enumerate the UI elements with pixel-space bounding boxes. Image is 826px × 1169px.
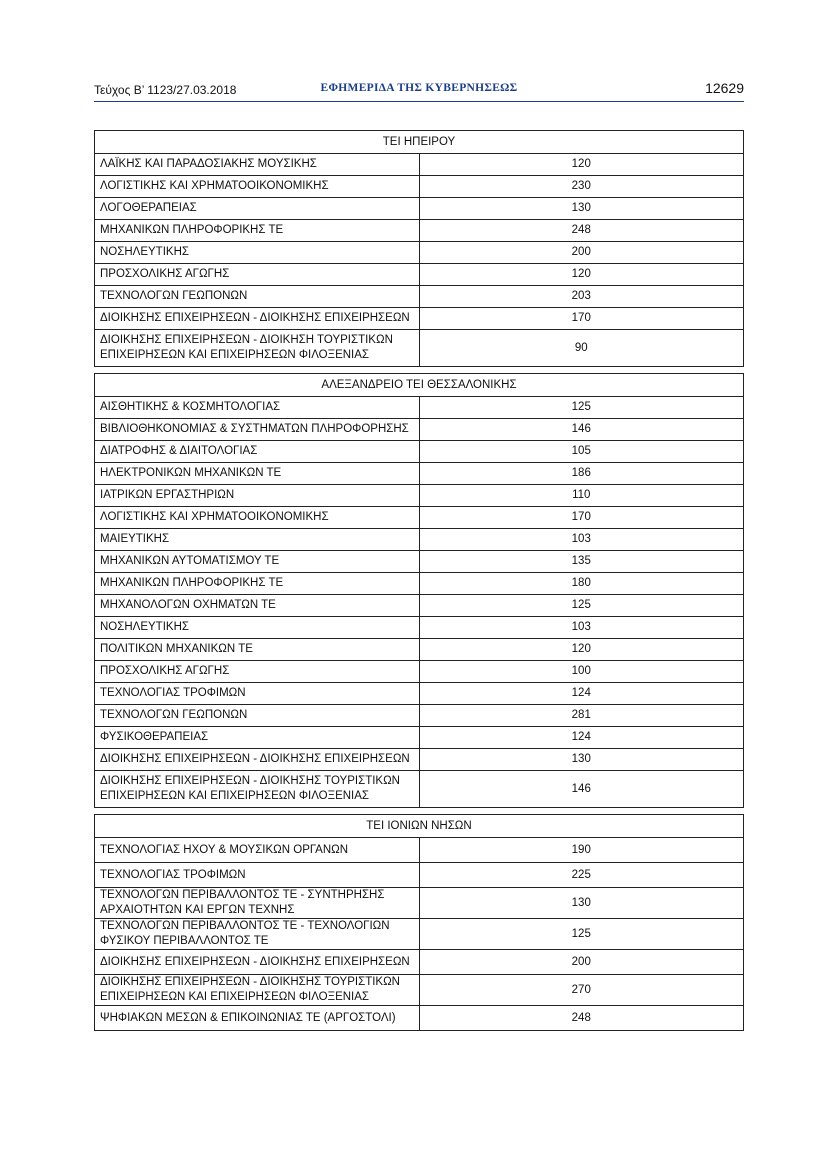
table-row [95, 919, 744, 950]
department-name: ΗΛΕΚΤΡΟΝΙΚΩΝ ΜΗΧΑΝΙΚΩΝ ΤΕ [95, 463, 420, 485]
department-name: ΔΙΟΙΚΗΣΗΣ ΕΠΙΧΕΙΡΗΣΕΩΝ - ΔΙΟΙΚΗΣΗ ΤΟΥΡΙΣΤΙΚΩΝ ΕΠΙΧΕΙΡΗΣΕΩΝ ΚΑΙ ΕΠΙΧΕΙΡΗΣΕΩΝ ΦΙΛΟΞΕΝΙΑΣ [95, 330, 420, 367]
department-value: 225 [419, 863, 744, 888]
department-name: ΠΡΟΣΧΟΛΙΚΗΣ ΑΓΩΓΗΣ [95, 661, 420, 683]
department-value: 125 [419, 397, 744, 419]
table-row [95, 771, 744, 808]
issue-reference: Τεύχος Β’ 1123/27.03.2018 [94, 83, 237, 97]
table-row [95, 485, 744, 507]
table-row [95, 551, 744, 573]
department-value: 170 [419, 507, 744, 529]
department-value: 270 [419, 975, 744, 1006]
department-name: ΛΟΓΙΣΤΙΚΗΣ ΚΑΙ ΧΡΗΜΑΤΟΟΙΚΟΝΟΜΙΚΗΣ [95, 507, 420, 529]
department-name: ΛΟΓΙΣΤΙΚΗΣ ΚΑΙ ΧΡΗΜΑΤΟΟΙΚΟΝΟΜΙΚΗΣ [95, 176, 420, 198]
department-value: 281 [419, 705, 744, 727]
department-value: 130 [419, 198, 744, 220]
department-name: ΛΟΓΟΘΕΡΑΠΕΙΑΣ [95, 198, 420, 220]
department-value: 103 [419, 617, 744, 639]
table-row [95, 617, 744, 639]
table-row [95, 397, 744, 419]
department-value: 120 [419, 639, 744, 661]
department-name: ΒΙΒΛΙΟΘΗΚΟΝΟΜΙΑΣ & ΣΥΣΤΗΜΑΤΩΝ ΠΛΗΡΟΦΟΡΗΣΗΣ [95, 419, 420, 441]
table-row [95, 975, 744, 1006]
institution-table [94, 373, 744, 808]
department-value: 190 [419, 838, 744, 863]
table-row [95, 838, 744, 863]
table-row [95, 705, 744, 727]
table-row [95, 507, 744, 529]
table-row [95, 220, 744, 242]
department-name: ΤΕΧΝΟΛΟΓΙΑΣ ΗΧΟΥ & ΜΟΥΣΙΚΩΝ ΟΡΓΑΝΩΝ [95, 838, 420, 863]
department-value: 248 [419, 220, 744, 242]
table-row [95, 863, 744, 888]
department-value: 180 [419, 573, 744, 595]
department-name: ΔΙΟΙΚΗΣΗΣ ΕΠΙΧΕΙΡΗΣΕΩΝ - ΔΙΟΙΚΗΣΗΣ ΕΠΙΧΕΙΡΗΣΕΩΝ [95, 308, 420, 330]
department-name: ΜΗΧΑΝΙΚΩΝ ΠΛΗΡΟΦΟΡΙΚΗΣ ΤΕ [95, 573, 420, 595]
institution-name: ΑΛΕΞΑΝΔΡΕΙΟ ΤΕΙ ΘΕΣΣΑΛΟΝΙΚΗΣ [95, 374, 744, 397]
department-name: ΔΙΑΤΡΟΦΗΣ & ΔΙΑΙΤΟΛΟΓΙΑΣ [95, 441, 420, 463]
department-value: 170 [419, 308, 744, 330]
department-value: 146 [419, 419, 744, 441]
department-value: 203 [419, 286, 744, 308]
institution-header-row [95, 131, 744, 154]
table-row [95, 595, 744, 617]
department-name: ΔΙΟΙΚΗΣΗΣ ΕΠΙΧΕΙΡΗΣΕΩΝ - ΔΙΟΙΚΗΣΗΣ ΕΠΙΧΕΙΡΗΣΕΩΝ [95, 950, 420, 975]
department-name: ΜΗΧΑΝΙΚΩΝ ΑΥΤΟΜΑΤΙΣΜΟΥ ΤΕ [95, 551, 420, 573]
table-row [95, 154, 744, 176]
department-value: 120 [419, 264, 744, 286]
institution-table [94, 814, 744, 1031]
table-row [95, 950, 744, 975]
department-value: 124 [419, 727, 744, 749]
department-name: ΤΕΧΝΟΛΟΓΩΝ ΠΕΡΙΒΑΛΛΟΝΤΟΣ ΤΕ - ΣΥΝΤΗΡΗΣΗΣ ΑΡΧΑΙΟΤΗΤΩΝ ΚΑΙ ΕΡΓΩΝ ΤΕΧΝΗΣ [95, 888, 420, 919]
table-row [95, 286, 744, 308]
department-name: ΤΕΧΝΟΛΟΓΩΝ ΓΕΩΠΟΝΩΝ [95, 705, 420, 727]
department-value: 130 [419, 888, 744, 919]
department-value: 230 [419, 176, 744, 198]
department-value: 125 [419, 595, 744, 617]
department-name: ΙΑΤΡΙΚΩΝ ΕΡΓΑΣΤΗΡΙΩΝ [95, 485, 420, 507]
department-name: ΝΟΣΗΛΕΥΤΙΚΗΣ [95, 242, 420, 264]
department-value: 200 [419, 242, 744, 264]
institution-name: ΤΕΙ ΙΟΝΙΩΝ ΝΗΣΩΝ [95, 815, 744, 838]
department-name: ΠΟΛΙΤΙΚΩΝ ΜΗΧΑΝΙΚΩΝ ΤΕ [95, 639, 420, 661]
institution-header-row [95, 815, 744, 838]
department-value: 90 [419, 330, 744, 367]
table-row [95, 308, 744, 330]
table-row [95, 242, 744, 264]
department-value: 120 [419, 154, 744, 176]
page-number: 12629 [705, 80, 744, 96]
department-name: ΛΑΪΚΗΣ ΚΑΙ ΠΑΡΑΔΟΣΙΑΚΗΣ ΜΟΥΣΙΚΗΣ [95, 154, 420, 176]
department-value: 110 [419, 485, 744, 507]
department-value: 130 [419, 749, 744, 771]
table-row [95, 441, 744, 463]
table-row [95, 639, 744, 661]
gazette-title: ΕΦΗΜΕΡΙΔΑ ΤΗΣ ΚΥΒΕΡΝΗΣΕΩΣ [320, 82, 518, 94]
department-name: ΜΗΧΑΝΙΚΩΝ ΠΛΗΡΟΦΟΡΙΚΗΣ ΤΕ [95, 220, 420, 242]
institution-table [94, 130, 744, 367]
department-value: 125 [419, 919, 744, 950]
table-row [95, 264, 744, 286]
table-row [95, 573, 744, 595]
institution-name: ΤΕΙ ΗΠΕΙΡΟΥ [95, 131, 744, 154]
table-row [95, 888, 744, 919]
department-name: ΦΥΣΙΚΟΘΕΡΑΠΕΙΑΣ [95, 727, 420, 749]
department-name: ΠΡΟΣΧΟΛΙΚΗΣ ΑΓΩΓΗΣ [95, 264, 420, 286]
department-name: ΔΙΟΙΚΗΣΗΣ ΕΠΙΧΕΙΡΗΣΕΩΝ - ΔΙΟΙΚΗΣΗΣ ΤΟΥΡΙΣΤΙΚΩΝ ΕΠΙΧΕΙΡΗΣΕΩΝ ΚΑΙ ΕΠΙΧΕΙΡΗΣΕΩΝ ΦΙΛΟΞΕΝΙΑΣ [95, 771, 420, 808]
table-row [95, 176, 744, 198]
table-row [95, 198, 744, 220]
department-value: 248 [419, 1006, 744, 1031]
table-row [95, 661, 744, 683]
table-row [95, 749, 744, 771]
table-row [95, 1006, 744, 1031]
institution-header-row [95, 374, 744, 397]
department-name: ΤΕΧΝΟΛΟΓΩΝ ΓΕΩΠΟΝΩΝ [95, 286, 420, 308]
table-row [95, 727, 744, 749]
table-row [95, 330, 744, 367]
department-name: ΔΙΟΙΚΗΣΗΣ ΕΠΙΧΕΙΡΗΣΕΩΝ - ΔΙΟΙΚΗΣΗΣ ΕΠΙΧΕΙΡΗΣΕΩΝ [95, 749, 420, 771]
department-name: ΔΙΟΙΚΗΣΗΣ ΕΠΙΧΕΙΡΗΣΕΩΝ - ΔΙΟΙΚΗΣΗΣ ΤΟΥΡΙΣΤΙΚΩΝ ΕΠΙΧΕΙΡΗΣΕΩΝ ΚΑΙ ΕΠΙΧΕΙΡΗΣΕΩΝ ΦΙΛΟΞΕΝΙΑΣ [95, 975, 420, 1006]
department-name: ΝΟΣΗΛΕΥΤΙΚΗΣ [95, 617, 420, 639]
department-name: ΜΗΧΑΝΟΛΟΓΩΝ ΟΧΗΜΑΤΩΝ ΤΕ [95, 595, 420, 617]
department-name: ΤΕΧΝΟΛΟΓΩΝ ΠΕΡΙΒΑΛΛΟΝΤΟΣ ΤΕ - ΤΕΧΝΟΛΟΓΙΩΝ ΦΥΣΙΚΟΥ ΠΕΡΙΒΑΛΛΟΝΤΟΣ ΤΕ [95, 919, 420, 950]
table-row [95, 529, 744, 551]
department-value: 124 [419, 683, 744, 705]
department-value: 200 [419, 950, 744, 975]
allocation-tables [94, 130, 744, 1031]
department-name: ΑΙΣΘΗΤΙΚΗΣ & ΚΟΣΜΗΤΟΛΟΓΙΑΣ [95, 397, 420, 419]
table-row [95, 463, 744, 485]
department-value: 186 [419, 463, 744, 485]
department-name: ΨΗΦΙΑΚΩΝ ΜΕΣΩΝ & ΕΠΙΚΟΙΝΩΝΙΑΣ ΤΕ (ΑΡΓΟΣΤΟΛΙ) [95, 1006, 420, 1031]
department-value: 135 [419, 551, 744, 573]
department-name: ΜΑΙΕΥΤΙΚΗΣ [95, 529, 420, 551]
department-value: 100 [419, 661, 744, 683]
page-header [94, 79, 744, 102]
department-name: ΤΕΧΝΟΛΟΓΙΑΣ ΤΡΟΦΙΜΩΝ [95, 863, 420, 888]
department-value: 146 [419, 771, 744, 808]
table-row [95, 419, 744, 441]
department-name: ΤΕΧΝΟΛΟΓΙΑΣ ΤΡΟΦΙΜΩΝ [95, 683, 420, 705]
department-value: 105 [419, 441, 744, 463]
department-value: 103 [419, 529, 744, 551]
table-row [95, 683, 744, 705]
